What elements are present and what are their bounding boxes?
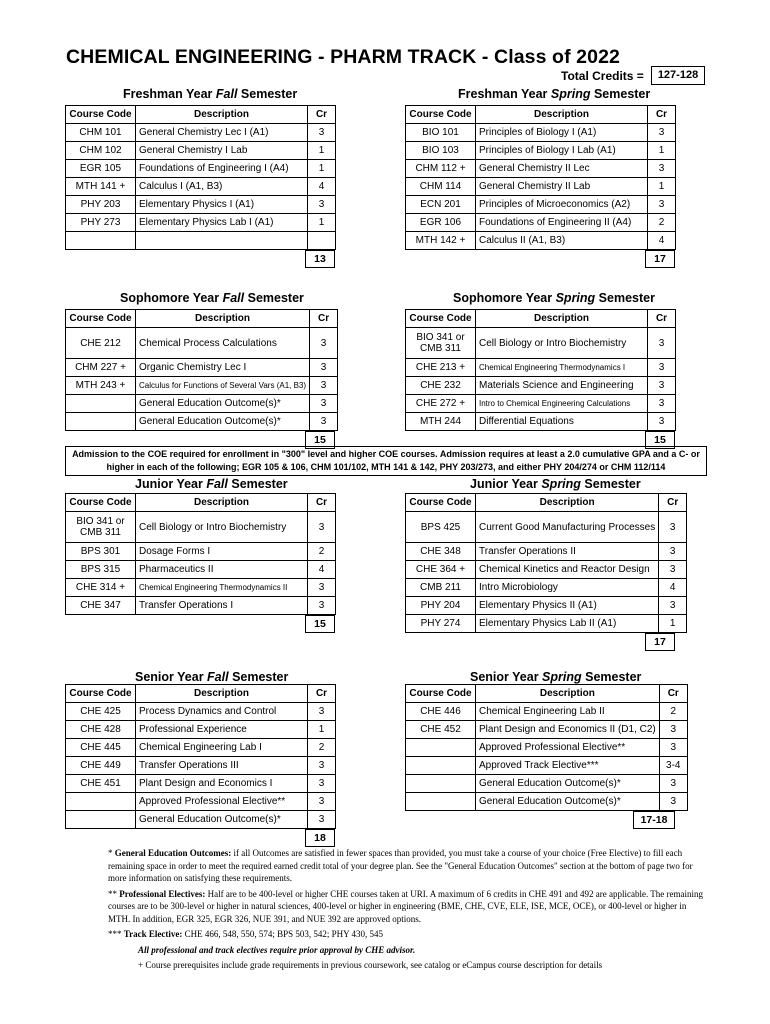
footnotes — [108, 847, 708, 975]
course-description: Principles of Biology I (A1) — [476, 124, 648, 142]
course-credits: 3 — [648, 359, 676, 377]
course-code — [406, 739, 476, 757]
course-row — [66, 142, 336, 160]
course-code — [66, 793, 136, 811]
senior-spring-table — [405, 684, 688, 811]
course-description: Principles of Biology I Lab (A1) — [476, 142, 648, 160]
junior-spring-total-credits: 17 — [645, 633, 675, 651]
course-code: CHE 425 — [66, 703, 136, 721]
course-code — [406, 775, 476, 793]
sophomore-fall-table — [65, 309, 338, 431]
course-credits: 3 — [648, 124, 676, 142]
freshman-fall-table — [65, 105, 336, 250]
course-code: CHM 102 — [66, 142, 136, 160]
course-credits: 3 — [310, 377, 338, 395]
course-code: BIO 103 — [406, 142, 476, 160]
course-credits: 1 — [308, 142, 336, 160]
course-row — [406, 739, 688, 757]
course-row — [66, 160, 336, 178]
course-row — [66, 214, 336, 232]
course-credits: 3 — [659, 543, 687, 561]
course-row — [66, 377, 338, 395]
professional-electives-note: ** Professional Electives: Half are to be 400-level or higher CHE courses taken at URI. A maximum of 6 credits in CHE 491 and 492 are applicable. The remaining courses are to be 300-level or higher in natural sciences, 400-level or higher in engineering (BME, CHE, CVE, ELE, ISE, MCE, OCE), or 400-level or higher in MTH. In addition, EGR 325, EGR 326, NUE 391, and NUE 392 are approved options. — [108, 888, 704, 924]
course-credits: 3 — [648, 328, 676, 359]
course-row — [66, 232, 336, 250]
credits-header: Cr — [308, 494, 336, 512]
course-credits: 1 — [308, 160, 336, 178]
course-row — [66, 721, 336, 739]
course-row — [406, 757, 688, 775]
credits-header: Cr — [648, 310, 676, 328]
sophomore-spring-total-credits: 15 — [645, 431, 675, 449]
course-description: Foundations of Engineering I (A4) — [136, 160, 308, 178]
course-row — [406, 377, 676, 395]
course-description: General Chemistry I Lab — [136, 142, 308, 160]
course-code: PHY 274 — [406, 615, 476, 633]
course-credits — [308, 232, 336, 250]
course-description: Chemical Engineering Lab II — [476, 703, 660, 721]
course-credits: 3 — [648, 395, 676, 413]
freshman-fall-title: Freshman Year Fall Semester — [123, 87, 298, 101]
total-credits-value: 127-128 — [651, 66, 705, 85]
course-row — [66, 561, 336, 579]
course-row — [66, 579, 336, 597]
description-header: Description — [476, 685, 660, 703]
course-credits: 3 — [648, 377, 676, 395]
course-code: BIO 101 — [406, 124, 476, 142]
course-credits: 2 — [308, 739, 336, 757]
course-description: Differential Equations — [476, 413, 648, 431]
course-row — [66, 543, 336, 561]
course-row — [406, 413, 676, 431]
course-code — [406, 757, 476, 775]
course-row — [66, 395, 338, 413]
course-credits: 3 — [659, 512, 687, 543]
course-code: CHE 314 + — [66, 579, 136, 597]
course-code: CHE 449 — [66, 757, 136, 775]
course-code: PHY 204 — [406, 597, 476, 615]
course-description: Calculus II (A1, B3) — [476, 232, 648, 250]
course-code-header: Course Code — [66, 106, 136, 124]
junior-fall-table — [65, 493, 336, 615]
junior-spring-title: Junior Year Spring Semester — [470, 477, 641, 491]
course-row — [406, 793, 688, 811]
course-code — [66, 395, 136, 413]
course-code: MTH 142 + — [406, 232, 476, 250]
credits-header: Cr — [310, 310, 338, 328]
track-elective-note: *** Track Elective: CHE 466, 548, 550, 574; BPS 503, 542; PHY 430, 545 — [108, 929, 383, 939]
course-description: Plant Design and Economics II (D1, C2) — [476, 721, 660, 739]
course-credits: 4 — [308, 178, 336, 196]
course-description: Chemical Engineering Thermodynamics I — [476, 359, 648, 377]
course-credits: 3 — [659, 561, 687, 579]
course-code: ECN 201 — [406, 196, 476, 214]
course-code: CHM 114 — [406, 178, 476, 196]
course-description: General Education Outcome(s)* — [476, 793, 660, 811]
course-credits: 3 — [308, 579, 336, 597]
course-description: Materials Science and Engineering — [476, 377, 648, 395]
course-description: Pharmaceutics II — [136, 561, 308, 579]
course-credits: 3-4 — [659, 757, 687, 775]
description-header: Description — [136, 685, 308, 703]
course-code: PHY 273 — [66, 214, 136, 232]
course-code — [66, 413, 136, 431]
course-code: EGR 106 — [406, 214, 476, 232]
description-header: Description — [476, 494, 659, 512]
course-description: Organic Chemistry Lec I — [136, 359, 310, 377]
course-description: Approved Track Elective*** — [476, 757, 660, 775]
freshman-spring-table — [405, 105, 676, 250]
course-credits: 3 — [310, 413, 338, 431]
course-row — [406, 232, 676, 250]
course-code — [66, 811, 136, 829]
course-credits: 3 — [310, 359, 338, 377]
description-header: Description — [476, 106, 648, 124]
senior-spring-title: Senior Year Spring Semester — [470, 670, 642, 684]
junior-spring-table — [405, 493, 687, 633]
description-header: Description — [476, 310, 648, 328]
course-description: Transfer Operations I — [136, 597, 308, 615]
course-row — [406, 160, 676, 178]
senior-fall-total-credits: 18 — [305, 829, 335, 847]
course-row — [66, 178, 336, 196]
course-code: CMB 211 — [406, 579, 476, 597]
course-row — [66, 703, 336, 721]
course-credits: 3 — [659, 721, 687, 739]
course-credits: 2 — [659, 703, 687, 721]
course-code — [406, 793, 476, 811]
course-credits: 1 — [308, 214, 336, 232]
course-credits: 3 — [659, 793, 687, 811]
course-code: PHY 203 — [66, 196, 136, 214]
course-description: Intro Microbiology — [476, 579, 659, 597]
course-description: Chemical Kinetics and Reactor Design — [476, 561, 659, 579]
course-code: CHM 101 — [66, 124, 136, 142]
course-row — [406, 359, 676, 377]
course-description: Principles of Microeconomics (A2) — [476, 196, 648, 214]
credits-header: Cr — [648, 106, 676, 124]
course-code-header: Course Code — [406, 685, 476, 703]
course-code-header: Course Code — [406, 106, 476, 124]
course-code-header: Course Code — [66, 685, 136, 703]
course-description: Professional Experience — [136, 721, 308, 739]
course-credits: 3 — [308, 775, 336, 793]
course-description: General Education Outcome(s)* — [136, 811, 308, 829]
course-description: Chemical Engineering Lab I — [136, 739, 308, 757]
course-credits: 3 — [308, 811, 336, 829]
course-row — [66, 328, 338, 359]
course-description: Elementary Physics Lab II (A1) — [476, 615, 659, 633]
freshman-fall-total-credits: 13 — [305, 250, 335, 268]
description-header: Description — [136, 494, 308, 512]
course-credits: 3 — [648, 196, 676, 214]
course-code: BPS 301 — [66, 543, 136, 561]
prereq-note: + Course prerequisites include grade requirements in previous coursework, see catalog or eCampus course description for details — [138, 960, 603, 970]
sophomore-spring-table — [405, 309, 676, 431]
course-code: MTH 243 + — [66, 377, 136, 395]
course-description: Calculus for Functions of Several Vars (A1, B3) — [136, 377, 310, 395]
course-credits: 1 — [308, 721, 336, 739]
course-code-header: Course Code — [66, 310, 136, 328]
course-row — [406, 512, 687, 543]
course-row — [66, 196, 336, 214]
course-credits: 4 — [648, 232, 676, 250]
course-description: Plant Design and Economics I — [136, 775, 308, 793]
course-row — [406, 214, 676, 232]
course-code: CHE 212 — [66, 328, 136, 359]
course-code: CHE 364 + — [406, 561, 476, 579]
sophomore-fall-total-credits: 15 — [305, 431, 335, 449]
course-row — [406, 142, 676, 160]
admission-note: Admission to the COE required for enrollment in "300" level and higher COE courses. Admission requires at least a 2.0 cumulative GPA and a C- or higher in each of the following; EGR 105 & 106, CHM 101/102, MTH 141 & 142, PHY 203/273, and either PHY 204/274 or CHM 112/114 — [65, 446, 707, 476]
course-credits: 3 — [659, 739, 687, 757]
course-credits: 1 — [648, 142, 676, 160]
course-row — [406, 561, 687, 579]
course-code: CHM 112 + — [406, 160, 476, 178]
credits-header: Cr — [659, 494, 687, 512]
course-description: Cell Biology or Intro Biochemistry — [136, 512, 308, 543]
course-description: Chemical Engineering Thermodynamics II — [136, 579, 308, 597]
course-code-header: Course Code — [406, 494, 476, 512]
course-code: CHM 227 + — [66, 359, 136, 377]
course-description: General Chemistry II Lab — [476, 178, 648, 196]
course-code-header: Course Code — [66, 494, 136, 512]
course-description: Transfer Operations II — [476, 543, 659, 561]
junior-fall-title: Junior Year Fall Semester — [135, 477, 288, 491]
course-credits: 3 — [659, 597, 687, 615]
course-code: BIO 341 or CMB 311 — [406, 328, 476, 359]
course-credits: 3 — [648, 160, 676, 178]
course-description: Cell Biology or Intro Biochemistry — [476, 328, 648, 359]
course-description: Current Good Manufacturing Processes — [476, 512, 659, 543]
freshman-spring-title: Freshman Year Spring Semester — [458, 87, 651, 101]
credits-header: Cr — [308, 106, 336, 124]
sophomore-spring-title: Sophomore Year Spring Semester — [453, 291, 655, 305]
course-code: CHE 446 — [406, 703, 476, 721]
course-credits: 3 — [659, 775, 687, 793]
course-description: Elementary Physics I (A1) — [136, 196, 308, 214]
credits-header: Cr — [308, 685, 336, 703]
course-row — [406, 615, 687, 633]
page-title: CHEMICAL ENGINEERING - PHARM TRACK - Class of 2022 — [66, 46, 620, 68]
course-description: Process Dynamics and Control — [136, 703, 308, 721]
course-description: Approved Professional Elective** — [136, 793, 308, 811]
course-credits: 2 — [648, 214, 676, 232]
course-row — [66, 512, 336, 543]
course-description: Chemical Process Calculations — [136, 328, 310, 359]
course-code: EGR 105 — [66, 160, 136, 178]
course-row — [66, 811, 336, 829]
course-code — [66, 232, 136, 250]
course-description: General Education Outcome(s)* — [136, 413, 310, 431]
junior-fall-total-credits: 15 — [305, 615, 335, 633]
course-row — [66, 124, 336, 142]
course-code: CHE 451 — [66, 775, 136, 793]
course-row — [66, 757, 336, 775]
course-description: General Chemistry II Lec — [476, 160, 648, 178]
course-description: Approved Professional Elective** — [476, 739, 660, 757]
course-description: Intro to Chemical Engineering Calculations — [476, 395, 648, 413]
course-credits: 3 — [308, 597, 336, 615]
course-code: BIO 341 or CMB 311 — [66, 512, 136, 543]
description-header: Description — [136, 310, 310, 328]
course-row — [406, 124, 676, 142]
course-credits: 3 — [648, 413, 676, 431]
course-code: CHE 213 + — [406, 359, 476, 377]
course-row — [406, 178, 676, 196]
course-description: Elementary Physics II (A1) — [476, 597, 659, 615]
course-description: Elementary Physics Lab I (A1) — [136, 214, 308, 232]
course-row — [406, 196, 676, 214]
course-credits: 3 — [308, 703, 336, 721]
course-description: General Education Outcome(s)* — [136, 395, 310, 413]
course-code: BPS 425 — [406, 512, 476, 543]
course-credits: 3 — [308, 793, 336, 811]
course-row — [406, 579, 687, 597]
course-credits: 4 — [308, 561, 336, 579]
course-row — [66, 793, 336, 811]
course-code: MTH 244 — [406, 413, 476, 431]
gen-ed-note: * General Education Outcomes: if all Outcomes are satisfied in fewer spaces than provided, you must take a course of your choice (Free Elective) to fill each remaining space in order to meet the required earned credit total of your degree plan. See the "General Education Outcomes" section at the bottom of page two for more information on satisfying these requirements. — [108, 848, 693, 883]
course-code-header: Course Code — [406, 310, 476, 328]
course-code: MTH 141 + — [66, 178, 136, 196]
course-row — [406, 597, 687, 615]
course-row — [406, 543, 687, 561]
course-code: CHE 348 — [406, 543, 476, 561]
course-row — [66, 739, 336, 757]
course-code: CHE 347 — [66, 597, 136, 615]
course-code: CHE 232 — [406, 377, 476, 395]
course-row — [406, 703, 688, 721]
credits-header: Cr — [659, 685, 687, 703]
course-description: Foundations of Engineering II (A4) — [476, 214, 648, 232]
course-credits: 3 — [308, 512, 336, 543]
senior-spring-total-credits: 17-18 — [633, 811, 675, 829]
course-code: BPS 315 — [66, 561, 136, 579]
course-credits: 3 — [308, 124, 336, 142]
course-credits: 3 — [308, 196, 336, 214]
course-description: General Education Outcome(s)* — [476, 775, 660, 793]
course-description: Transfer Operations III — [136, 757, 308, 775]
total-credits-label: Total Credits = — [561, 69, 644, 83]
course-description: Calculus I (A1, B3) — [136, 178, 308, 196]
course-credits: 3 — [310, 328, 338, 359]
course-row — [66, 775, 336, 793]
course-row — [406, 395, 676, 413]
senior-fall-table — [65, 684, 336, 829]
course-description: Dosage Forms I — [136, 543, 308, 561]
course-code: CHE 272 + — [406, 395, 476, 413]
course-credits: 2 — [308, 543, 336, 561]
course-code: CHE 428 — [66, 721, 136, 739]
sophomore-fall-title: Sophomore Year Fall Semester — [120, 291, 304, 305]
course-row — [406, 721, 688, 739]
course-code: CHE 445 — [66, 739, 136, 757]
course-row — [66, 597, 336, 615]
freshman-spring-total-credits: 17 — [645, 250, 675, 268]
course-row — [406, 328, 676, 359]
description-header: Description — [136, 106, 308, 124]
course-description — [136, 232, 308, 250]
course-row — [66, 413, 338, 431]
course-credits: 4 — [659, 579, 687, 597]
course-credits: 3 — [308, 757, 336, 775]
course-credits: 3 — [310, 395, 338, 413]
course-code: CHE 452 — [406, 721, 476, 739]
senior-fall-title: Senior Year Fall Semester — [135, 670, 289, 684]
course-credits: 1 — [659, 615, 687, 633]
course-description: General Chemistry Lec I (A1) — [136, 124, 308, 142]
advisor-note: All professional and track electives require prior approval by CHE advisor. — [138, 944, 416, 955]
course-row — [406, 775, 688, 793]
course-credits: 1 — [648, 178, 676, 196]
course-row — [66, 359, 338, 377]
